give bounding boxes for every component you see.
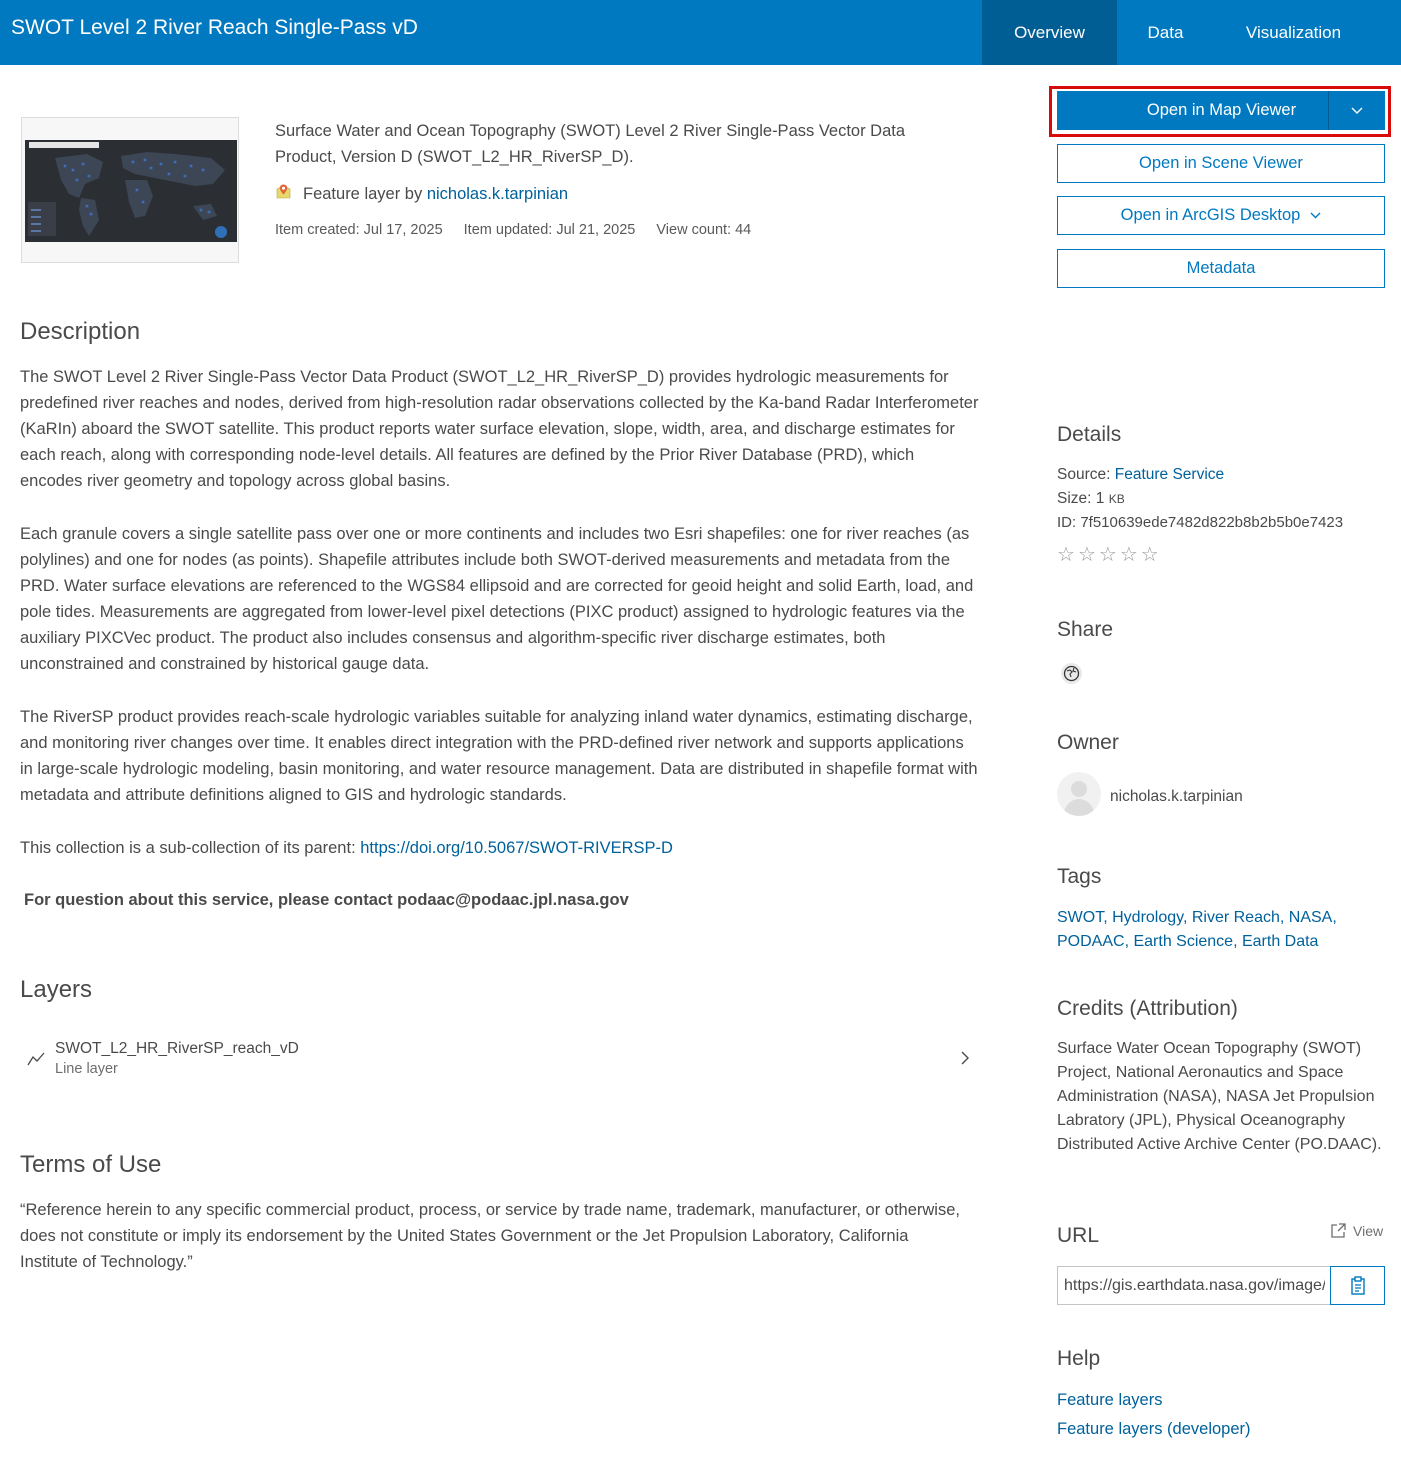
parent-collection-text: This collection is a sub-collection of its parent:	[20, 839, 361, 857]
tag-link[interactable]: SWOT	[1057, 909, 1104, 926]
item-type-label: Feature layer by	[303, 184, 427, 203]
owner-heading: Owner	[1057, 731, 1119, 754]
map-viewer-dropdown-button[interactable]	[1328, 91, 1385, 130]
line-layer-icon	[26, 1051, 46, 1072]
rating-stars	[1057, 545, 1159, 565]
terms-heading: Terms of Use	[20, 1151, 162, 1178]
page-title: SWOT Level 2 River Reach Single-Pass vD	[11, 16, 418, 39]
terms-text: “Reference herein to any specific commercial product, process, or service by trade name, trademark, manufacturer, or otherwise, does not constitute or imply its endorsement by the United States Government or the Jet Propulsion Laboratory, California Institute of Technology.”	[20, 1201, 960, 1271]
description-paragraph-4	[20, 835, 980, 861]
layer-item[interactable]	[20, 1032, 980, 1088]
star-icon[interactable]: ☆	[1098, 544, 1117, 566]
tag-link[interactable]: Earth Science	[1133, 933, 1234, 950]
url-view-label: View	[1353, 1222, 1384, 1239]
metadata-button[interactable]: Metadata	[1057, 249, 1385, 288]
star-icon[interactable]: ☆	[1077, 544, 1096, 566]
tag-link[interactable]: River Reach	[1191, 909, 1280, 926]
layers-heading: Layers	[20, 976, 93, 1003]
open-in-map-viewer-label[interactable]: Open in Map Viewer	[1146, 101, 1297, 119]
chevron-down-icon	[1351, 107, 1363, 115]
globe-share-icon[interactable]	[1060, 662, 1083, 685]
details-size	[1057, 490, 1125, 508]
url-view-link[interactable]	[1330, 1222, 1383, 1239]
world-map-thumbnail-image	[25, 140, 237, 242]
star-icon[interactable]: ☆	[1140, 544, 1159, 566]
tab-data[interactable]: Data	[1147, 22, 1184, 42]
item-metadata-row	[275, 222, 751, 238]
details-source	[1057, 466, 1224, 484]
source-label: Source:	[1057, 466, 1115, 483]
details-heading: Details	[1057, 423, 1122, 446]
layer-type: Line layer	[55, 1061, 118, 1077]
open-in-scene-viewer-button[interactable]: Open in Scene Viewer	[1057, 144, 1385, 183]
owner-name[interactable]: nicholas.k.tarpinian	[1110, 788, 1243, 805]
avatar[interactable]	[1057, 772, 1101, 816]
clipboard-copy-icon	[1349, 1276, 1367, 1296]
owner-link[interactable]: nicholas.k.tarpinian	[426, 184, 569, 203]
copy-url-button[interactable]	[1330, 1266, 1385, 1305]
tag-link[interactable]: Hydrology	[1112, 909, 1183, 926]
chevron-right-icon	[960, 1050, 970, 1071]
item-view-count: View count: 44	[656, 222, 752, 238]
credits-text: Surface Water Ocean Topography (SWOT) Project, National Aeronautics and Space Administration (NASA), NASA Jet Propulsion Labratory (JPL), Physical Oceanography Distributed Active Archive Center (PO.DAAC).	[1057, 1040, 1382, 1153]
size-label: Size: 1	[1057, 490, 1109, 507]
details-id: ID: 7f510639ede7482d822b8b2b5b0e7423	[1057, 514, 1344, 531]
top-header-bar	[0, 0, 1401, 65]
description-paragraph-1: The SWOT Level 2 River Single-Pass Vector Data Product (SWOT_L2_HR_RiverSP_D) provides hydrologic measurements for predefined river reaches and nodes, derived from high-resolution radar observations collected by the Ka-band Radar Interferometer (KaRIn) aboard the SWOT satellite. This product reports water surface elevation, slope, width, area, and discharge estimates for each reach, along with corresponding node-level details. All features are defined by the Prior River Database (PRD), which encodes river geometry and topology across global basins.	[20, 368, 979, 490]
url-field[interactable]	[1057, 1266, 1331, 1305]
external-link-icon	[1330, 1222, 1347, 1239]
help-link-feature-layers-developer[interactable]: Feature layers (developer)	[1057, 1420, 1251, 1438]
parent-collection-link[interactable]: https://doi.org/10.5067/SWOT-RIVERSP-D	[360, 839, 673, 857]
credits-heading: Credits (Attribution)	[1057, 997, 1238, 1020]
description-paragraph-2: Each granule covers a single satellite pass over one or more continents and includes two Esri shapefiles: one for river reaches (as polylines) and one for nodes (as points). Shapefile attributes include both SWOT-derived measurements and metadata from the PRD. Water surface elevations are referenced to the WGS84 ellipsoid and are corrected for geoid height and solid Earth, load, and pole tides. Measurements are aggregated from lower-level pixel detections (PIXC product) assigned to hydrologic features via the auxiliary PIXCVec product. The product also includes consensus and algorithm-specific river discharge estimates, both unconstrained and constrained by historical gauge data.	[20, 525, 974, 673]
tab-visualization[interactable]: Visualization	[1245, 22, 1342, 42]
item-updated-date: Item updated: Jul 21, 2025	[463, 222, 636, 238]
source-link[interactable]: Feature Service	[1114, 466, 1225, 483]
item-thumbnail	[21, 117, 239, 263]
description-heading: Description	[20, 318, 141, 345]
item-summary: Surface Water and Ocean Topography (SWOT) Level 2 River Single-Pass Vector Data Product, Version D (SWOT_L2_HR_RiverSP_D).	[275, 122, 906, 166]
tab-bar	[982, 0, 1373, 65]
feature-layer-icon	[275, 183, 292, 205]
open-in-arcgis-desktop-button[interactable]	[1057, 196, 1385, 235]
item-created-date: Item created: Jul 17, 2025	[275, 222, 443, 238]
tags-heading: Tags	[1057, 865, 1102, 888]
open-in-map-viewer-button[interactable]	[1057, 91, 1385, 130]
size-unit: KB	[1108, 492, 1125, 506]
tab-overview[interactable]: Overview	[982, 0, 1117, 65]
help-link-feature-layers[interactable]: Feature layers	[1057, 1391, 1163, 1409]
chevron-down-icon	[1310, 212, 1321, 219]
tags-list: SWOT, Hydrology, River Reach, NASA, PODAAC, Earth Science, Earth Data	[1057, 909, 1337, 950]
help-heading: Help	[1057, 1347, 1101, 1370]
tag-link[interactable]: PODAAC	[1057, 933, 1125, 950]
layer-name: SWOT_L2_HR_RiverSP_reach_vD	[55, 1040, 299, 1057]
tag-link[interactable]: NASA	[1288, 909, 1333, 926]
tag-link[interactable]: Earth Data	[1241, 933, 1319, 950]
description-paragraph-3: The RiverSP product provides reach-scale hydrologic variables suitable for analyzing inland water dynamics, estimating discharge, and monitoring river changes over time. It enables direct integration with the PRD-defined river network and supports applications in large-scale hydrologic modeling, basin monitoring, and water resource management. Data are distributed in shapefile format with metadata and attribute definitions aligned to GIS and hydrologic standards.	[20, 708, 978, 804]
star-icon[interactable]: ☆	[1119, 544, 1138, 566]
star-icon[interactable]: ☆	[1057, 544, 1075, 566]
item-byline	[275, 183, 568, 205]
contact-note: For question about this service, please contact podaac@podaac.jpl.nasa.gov	[24, 891, 629, 909]
open-in-arcgis-desktop-label: Open in ArcGIS Desktop	[1120, 206, 1301, 224]
url-heading: URL	[1057, 1224, 1100, 1247]
share-heading: Share	[1057, 618, 1114, 641]
